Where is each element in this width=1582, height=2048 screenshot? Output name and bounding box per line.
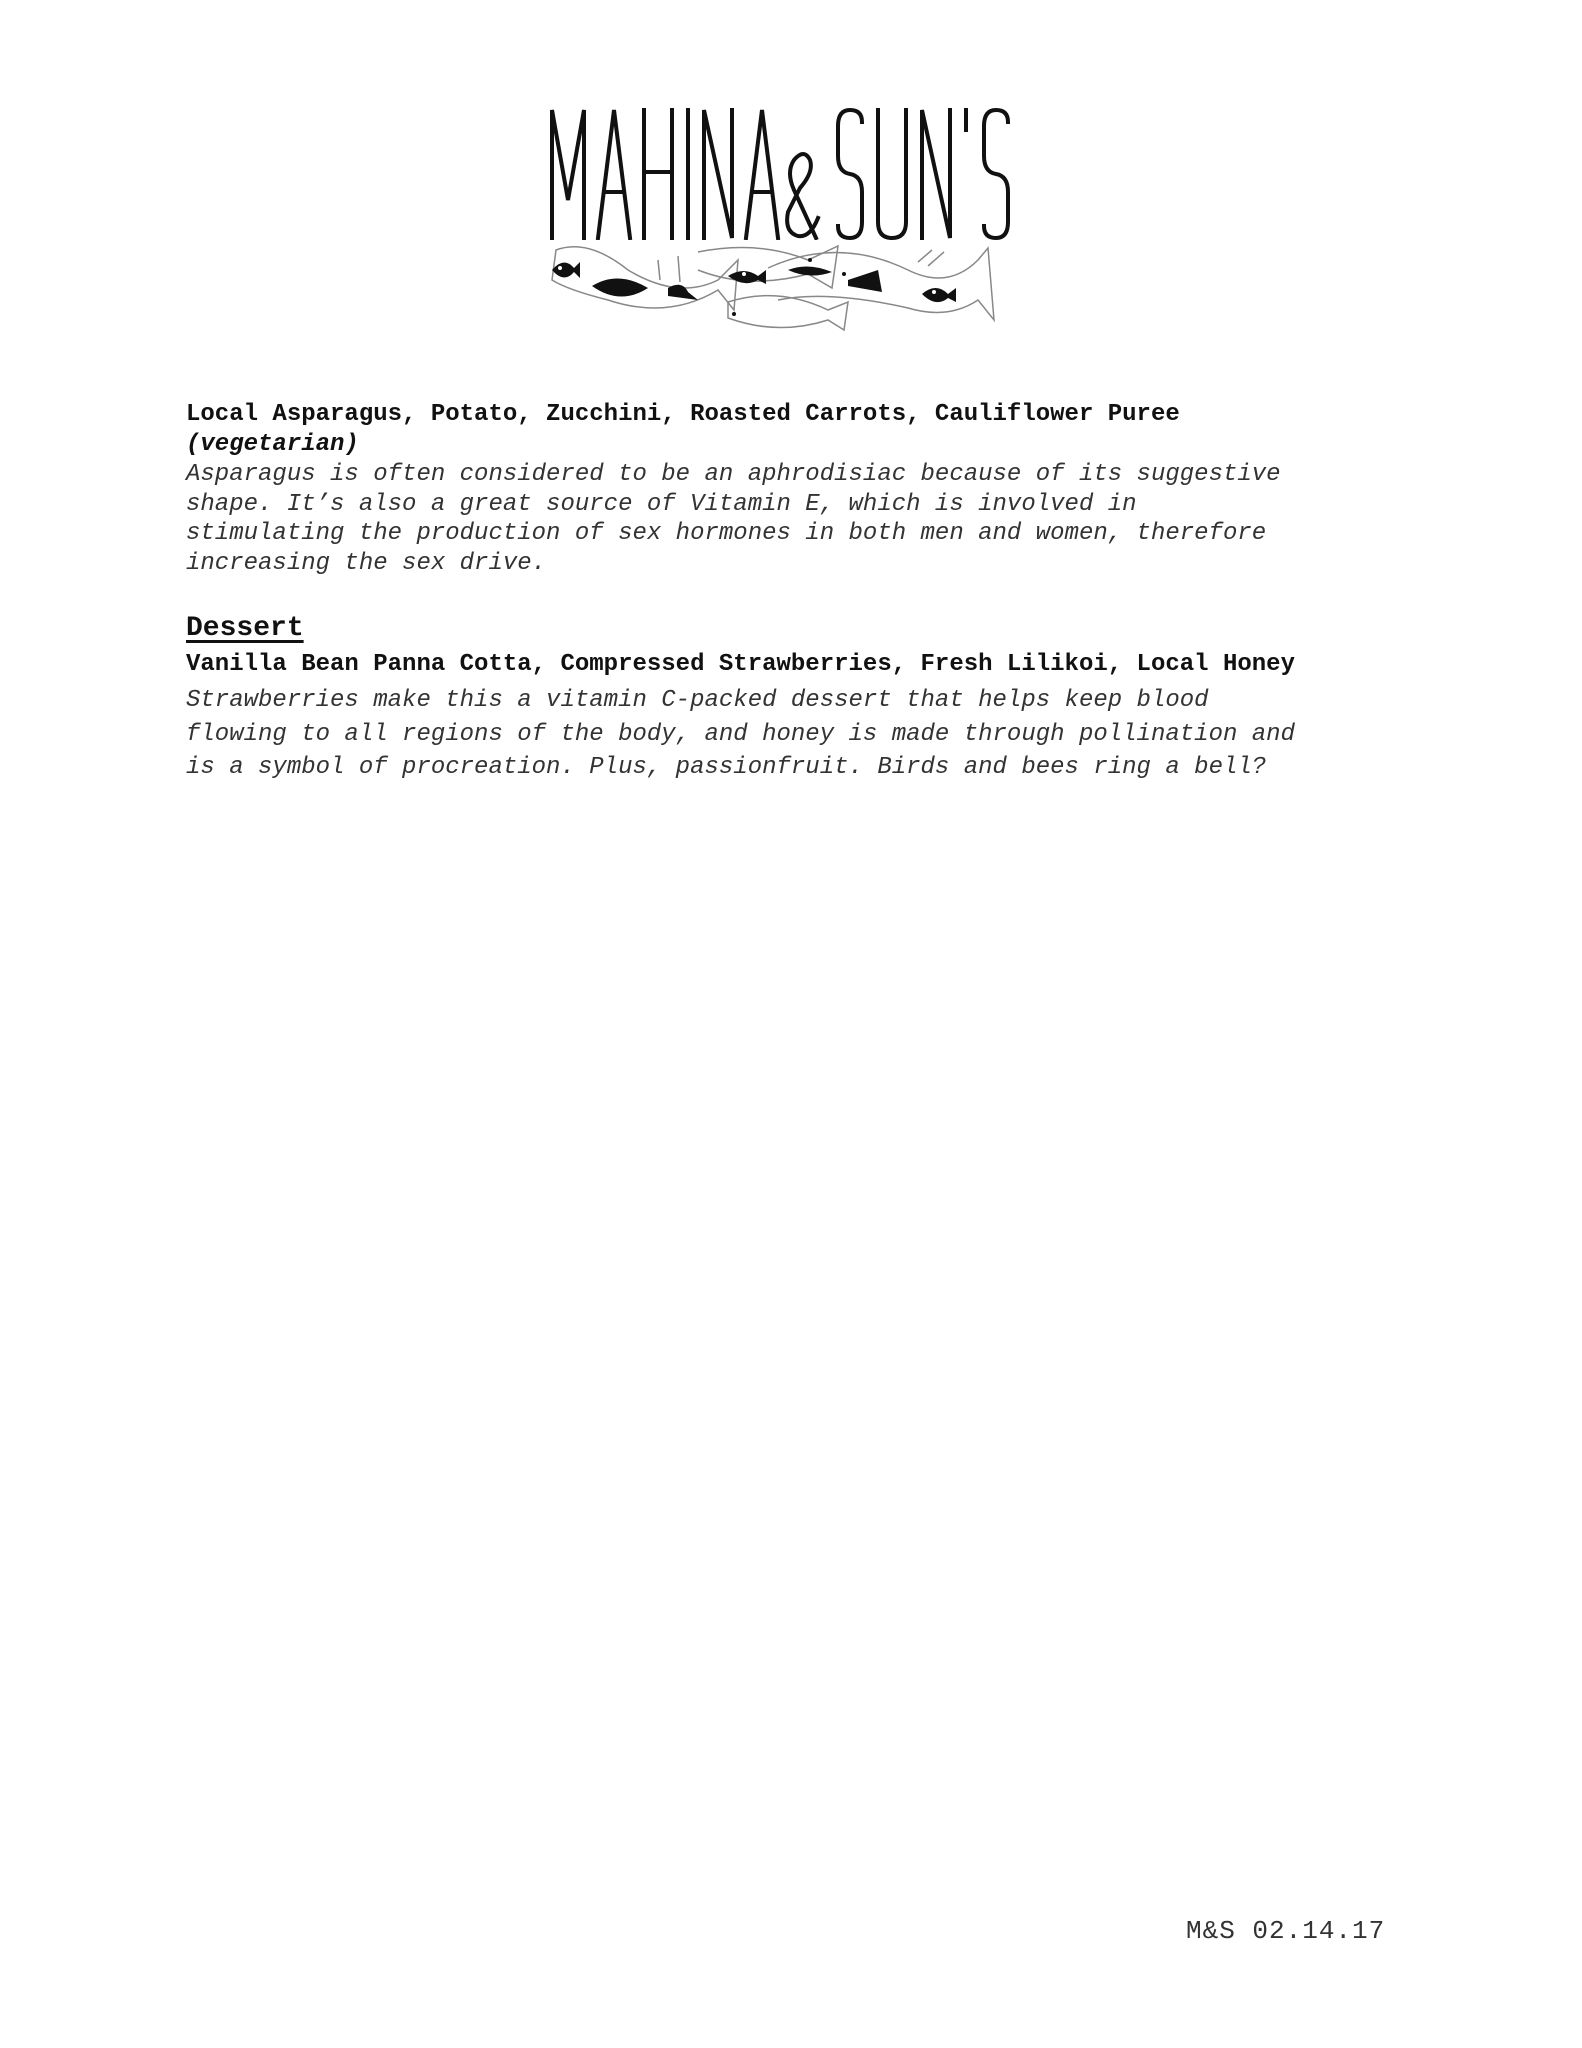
logo-wordmark <box>548 100 1018 240</box>
restaurant-logo <box>548 100 1018 340</box>
dish-title: Local Asparagus, Potato, Zucchini, Roasted Carrots, Cauliflower Puree <box>186 401 1180 428</box>
description-line: shape. It’s also a great source of Vitamin E, which is involved in <box>186 490 1137 518</box>
description-line: increasing the sex drive. <box>186 549 547 577</box>
menu-content <box>186 400 1426 785</box>
section-heading-dessert: Dessert <box>186 613 304 644</box>
dish-tag: (vegetarian) <box>186 431 359 458</box>
description-line: Strawberries make this a vitamin C-packed dessert that helps keep blood <box>186 687 1209 714</box>
dish-title: Vanilla Bean Panna Cotta, Compressed Strawberries, Fresh Lilikoi, Local Honey <box>186 651 1295 678</box>
menu-item-asparagus <box>186 400 1426 578</box>
description-line: flowing to all regions of the body, and honey is made through pollination and <box>186 720 1295 748</box>
dish-description <box>186 460 1386 578</box>
fish-school-icon <box>548 240 1018 340</box>
menu-item-dessert <box>186 650 1426 785</box>
footer-date-code: M&S 02.14.17 <box>1186 1916 1386 1946</box>
description-line: Asparagus is often considered to be an aphrodisiac because of its suggestive <box>186 461 1281 488</box>
description-line: stimulating the production of sex hormones in both men and women, therefore <box>186 520 1267 547</box>
description-line: is a symbol of procreation. Plus, passionfruit. Birds and bees ring a bell? <box>186 754 1267 781</box>
dish-description <box>186 684 1386 785</box>
